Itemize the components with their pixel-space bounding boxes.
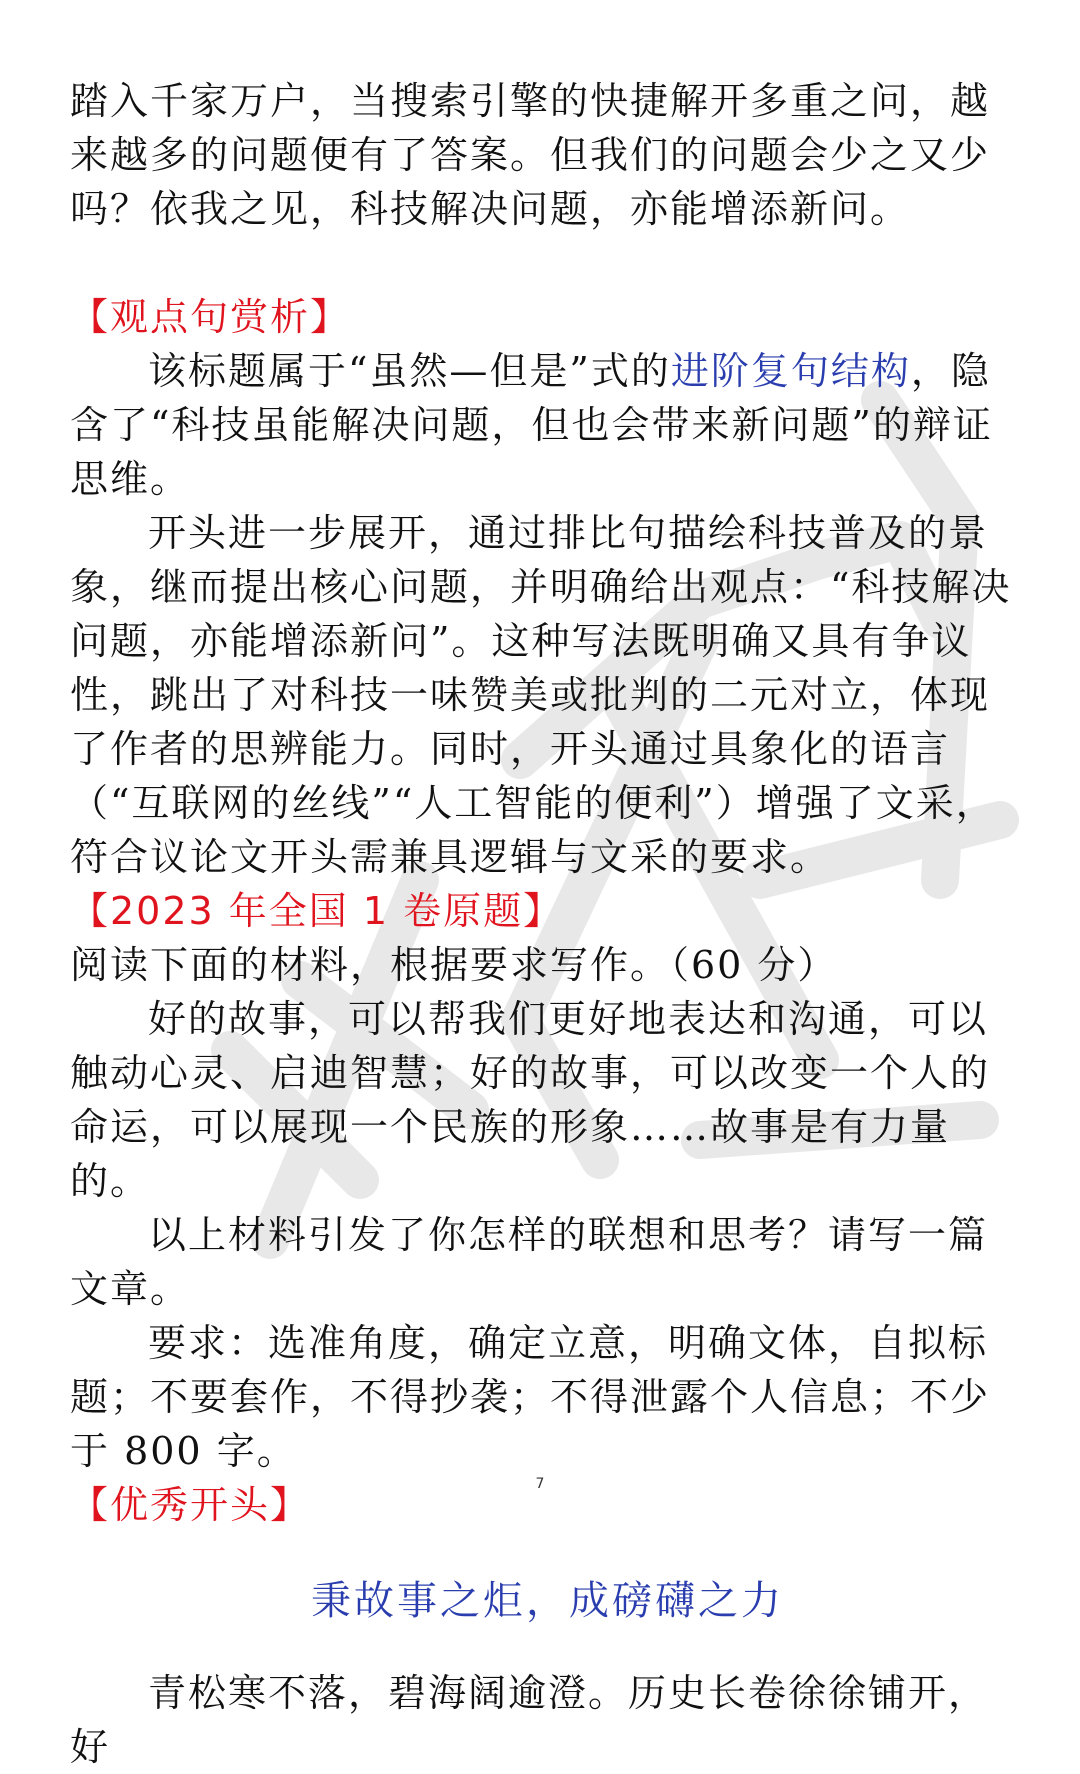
exam-instruction: 阅读下面的材料，根据要求写作。（60 分）	[70, 943, 838, 987]
spacer	[70, 236, 1015, 290]
exam-requirements: 要求：选准角度，确定立意，明确文体，自拟标题；不要套作，不得抄袭；不得泄露个人信息；不少于 800 字。	[70, 1321, 991, 1473]
essay-first-line: 青松寒不落，碧海阔逾澄。历史长卷徐徐铺开，好	[70, 1671, 989, 1769]
analysis-p1-highlight: 进阶复句结构	[670, 349, 911, 393]
analysis-paragraph-1	[70, 344, 1015, 506]
analysis-p1-after: ，隐含了“科技虽能解决问题，但也会带来新问题”的辩证思维。	[70, 349, 993, 501]
analysis-paragraph-2: 开头进一步展开，通过排比句描绘科技普及的景象，继而提出核心问题，并明确给出观点：“科技解决问题，亦能增添新问”。这种写法既明确又具有争议性，跳出了对科技一味赞美或批判的二元对立，体现了作者的思辨能力。同时，开头通过具象化的语言（“互联网的丝线”“人工智能的便利”）增强了文采，符合议论文开头需兼具逻辑与文采的要求。	[70, 511, 1012, 879]
analysis-p1-before: 该标题属于“虽然—但是”式的	[148, 349, 671, 393]
essay-title: 秉故事之炬，成磅礴之力	[311, 1578, 784, 1624]
exam-material: 好的故事，可以帮我们更好地表达和沟通，可以触动心灵、启迪智慧；好的故事，可以改变一个人的命运，可以展现一个民族的形象……故事是有力量的。	[70, 997, 991, 1203]
article-body	[70, 74, 1015, 1774]
exam-heading: 【2023 年全国 1 卷原题】	[70, 889, 564, 933]
page-number: 7	[535, 1476, 545, 1492]
excellent-heading: 【优秀开头】	[70, 1483, 311, 1527]
analysis-heading: 【观点句赏析】	[70, 295, 351, 339]
intro-paragraph: 踏入千家万户，当搜索引擎的快捷解开多重之问，越来越多的问题便有了答案。但我们的问题会少之又少吗？依我之见，科技解决问题，亦能增添新问。	[70, 79, 991, 231]
exam-prompt: 以上材料引发了你怎样的联想和思考？请写一篇文章。	[70, 1213, 989, 1311]
spacer	[70, 1532, 1015, 1574]
spacer	[70, 1628, 1015, 1666]
